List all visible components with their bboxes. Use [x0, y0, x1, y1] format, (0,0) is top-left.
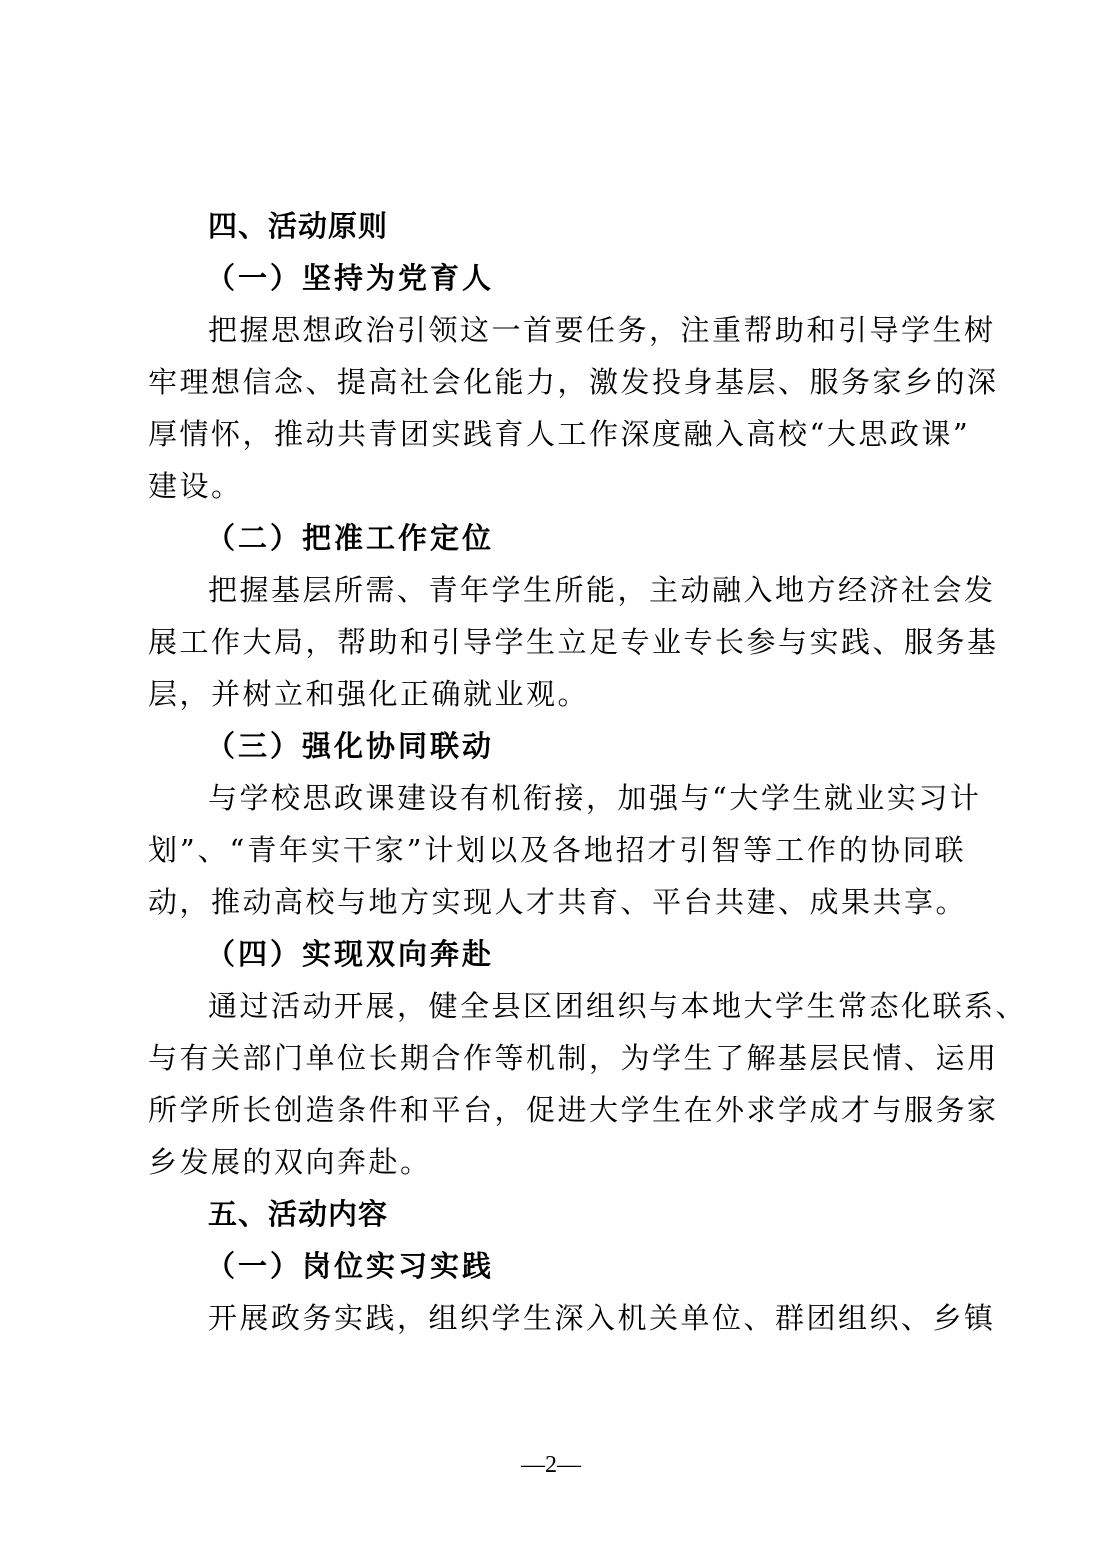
paragraph-line: 把握思想政治引领这一首要任务，注重帮助和引导学生树	[208, 313, 996, 347]
paragraph-line: 与学校思政课建设有机衔接，加强与“大学生就业实习计	[208, 781, 982, 815]
paragraph-line: 乡发展的双向奔赴。	[148, 1145, 432, 1179]
subsection-heading: （一）坚持为党育人	[206, 261, 495, 295]
paragraph-line: 划”、“青年实干家”计划以及各地招才引智等工作的协同联	[148, 833, 966, 867]
section-heading: 四、活动原则	[208, 209, 389, 243]
paragraph-line: 与有关部门单位长期合作等机制，为学生了解基层民情、运用	[148, 1041, 999, 1075]
paragraph-line: 所学所长创造条件和平台，促进大学生在外求学成才与服务家	[148, 1093, 999, 1127]
paragraph-line: 把握基层所需、青年学生所能，主动融入地方经济社会发	[208, 573, 996, 607]
document-body	[148, 200, 1028, 1344]
paragraph-line: 建设。	[148, 469, 243, 503]
paragraph-line: 开展政务实践，组织学生深入机关单位、群团组织、乡镇	[208, 1301, 996, 1335]
paragraph-line: 厚情怀，推动共青团实践育人工作深度融入高校“大思政课”	[148, 417, 971, 451]
subsection-heading: （三）强化协同联动	[206, 729, 495, 763]
paragraph-line: 动，推动高校与地方实现人才共育、平台共建、成果共享。	[148, 885, 968, 919]
subsection-heading: （二）把准工作定位	[206, 521, 495, 555]
section-heading: 五、活动内容	[208, 1197, 389, 1231]
paragraph-line: 通过活动开展，健全县区团组织与本地大学生常态化联系、	[208, 989, 1028, 1023]
page-number: —2—	[521, 1452, 581, 1478]
paragraph-line: 层，并树立和强化正确就业观。	[148, 677, 590, 711]
paragraph-line: 牢理想信念、提高社会化能力，激发投身基层、服务家乡的深	[148, 365, 999, 399]
subsection-heading: （一）岗位实习实践	[206, 1249, 495, 1283]
subsection-heading: （四）实现双向奔赴	[206, 937, 495, 971]
paragraph-line: 展工作大局，帮助和引导学生立足专业专长参与实践、服务基	[148, 625, 999, 659]
